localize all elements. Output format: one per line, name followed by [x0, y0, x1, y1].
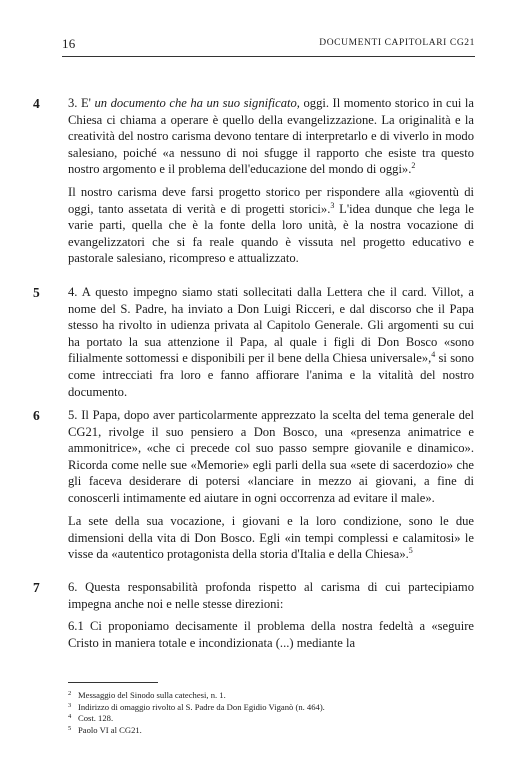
- footnote: 3 Indirizzo di omaggio rivolto al S. Padre da Don Egidio Viganò (n. 464).: [68, 701, 325, 712]
- footnote-rule: [68, 682, 158, 683]
- paragraph: 3. E' un documento che ha un suo significato, oggi. Il momento storico in cui la Chiesa ci chiama a operare è quello della evangelizzazione. La originalità e la creatività del nostro carisma devono tentare di interpretarlo e di viverlo in modo salesiano, poiché «a nessuno di noi sfugge il rapporto che esiste tra questo nostro argomento e il problema dell'educazione del mondo di oggi».$^2$: [68, 96, 474, 177]
- paragraph: 5. Il Papa, dopo aver particolarmente apprezzato la scelta del tema generale del CG21, rivolge il suo pensiero a Don Bosco, una «presenza animatrice e ammonitrice», «che ci precede col suo passo sempre giovanile e dinamico». Ricorda come nelle sue «Memorie» egli parli della sua «sete di sacerdozio» che gli faceva desiderare di potersi «lanciare in mezzo ai giovani, a fine di conoscerli intimamente ed aiutare in ogni occorrenza ad evitare il male».: [68, 408, 474, 505]
- page-number: 16: [62, 36, 76, 51]
- footnote-ref: 3: [330, 200, 335, 210]
- footnote-ref: 5: [408, 546, 413, 556]
- paragraph: La sete della sua vocazione, i giovani e la loro condizione, sono le due dimensioni della vita di Don Bosco. Egli «in tempi complessi e calamitosi» le visse da «autentico protagonista della storia d'Italia e della Chiesa».$^5$: [68, 514, 474, 562]
- footnote: 4 Cost. 128.: [68, 713, 114, 724]
- paragraph: Il nostro carisma deve farsi progetto storico per rispondere alla «gioventù di oggi, tanto assetata di verità e di progetti storici».$^3$ L'idea dunque che lega le varie parti, quella che è la fonte della loro unità, è la nostra vocazione di evangelizzatori che si fa reale quando è vissuta nel progetto educativo e pastorale salesiano, ricompreso e attualizzato.: [68, 185, 474, 266]
- paragraph: 6. Questa responsabilità profonda rispetto al carisma di cui partecipiamo impegna anche noi e nelle stesse direzioni:: [68, 580, 474, 611]
- margin-number: 4: [33, 96, 40, 111]
- header-rule: [62, 56, 475, 57]
- margin-number: 5: [33, 285, 40, 300]
- footnotes: [68, 689, 474, 735]
- footnote-ref: 2: [411, 161, 416, 171]
- margin-number: 7: [33, 580, 40, 595]
- running-title: DOCUMENTI CAPITOLARI CG21: [319, 38, 475, 48]
- footnote: 2 Messaggio del Sinodo sulla catechesi, n. 1.: [68, 690, 226, 700]
- margin-number: 6: [33, 408, 40, 423]
- footnote-ref: 4: [431, 350, 436, 360]
- paragraph: 4. A questo impegno siamo stati sollecitati dalla Lettera che il card. Villot, a nome del S. Padre, ha inviato a Don Luigi Ricceri, e dal discorso che il Papa stesso ha rivolto in udienza privata al Capitolo Generale. Gli argomenti su cui ha portato la sua attenzione il Papa, al quale i figli di Don Bosco «sono filialmente sottomessi e disponibili per il bene della Chiesa universale»,$^4$ si sono come intrecciati fra loro e fanno affiorare l'anima e la vitalità del nostro documento.: [68, 285, 474, 399]
- emphasis: un documento che ha un suo significato,: [94, 96, 300, 110]
- footnote: 5 Paolo VI al CG21.: [68, 724, 142, 735]
- paragraph: 6.1 Ci proponiamo decisamente il problema della nostra fedeltà a «seguire Cristo in maniera totale e incondizionata (...) mediante la: [68, 619, 474, 650]
